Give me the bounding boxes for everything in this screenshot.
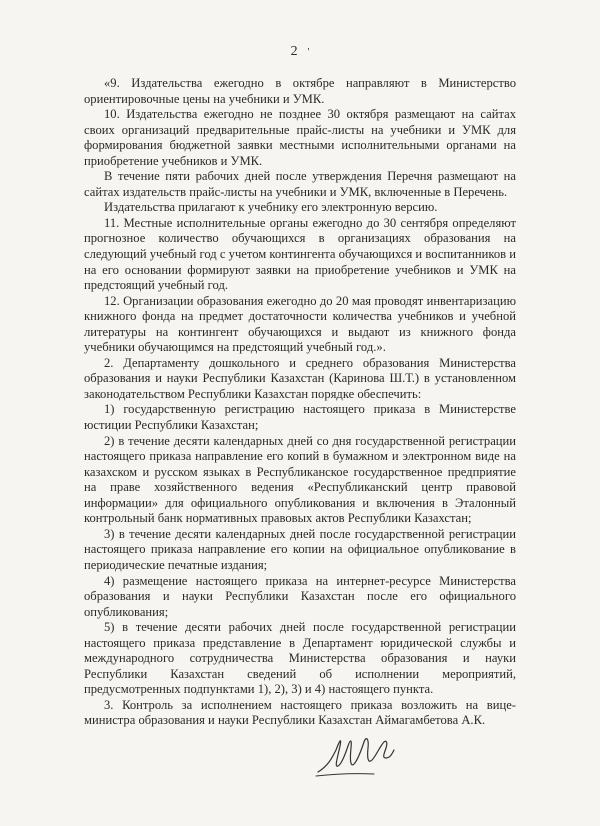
page-number [0,44,600,60]
paragraph-item-9: «9. Издательства ежегодно в октябре направляют в Министерство ориентировочные цены на учебники и УМК. [84,76,516,106]
paragraph-price-lists: В течение пяти рабочих дней после утверждения Перечня размещают на сайтах издательств прайс-листы на учебники и УМК, включенные в Перечень. [84,169,516,199]
paragraph-section-3: 3. Контроль за исполнением настоящего приказа возложить на вице-министра образования и науки Республики Казахстан Аймагамбетова А.К. [84,697,516,728]
paragraph-subitem-1: 1) государственную регистрацию настоящего приказа в Министерстве юстиции Республики Казахстан; [84,402,516,433]
paragraph-item-11: 11. Местные исполнительные органы ежегодно до 30 сентября определяют прогнозное количество обучающихся в организациях образования на следующий учебный год с учетом контингента обучающихся и воспитанников и на его основании формируют заявки на приобретение учебников и УМК на предстоящий учебный год. [84,215,516,293]
page-number-value: 2 [290,44,298,59]
paragraph-subitem-3: 3) в течение десяти календарных дней после государственной регистрации настоящего приказа направление его копии на официальное опубликование в периодические печатные издания; [84,526,516,572]
document-body [84,76,516,729]
paragraph-subitem-5: 5) в течение десяти рабочих дней после государственной регистрации настоящего приказа представление в Департамент юридической службы и международного сотрудничества Министерства образования и науки Республики Казахстан сведений об исполнении мероприятий, предусмотренных подпунктами 1), 2), 3) и 4) настоящего пункта. [84,620,516,697]
handwritten-signature [314,728,396,780]
paragraph-section-2: 2. Департаменту дошкольного и среднего образования Министерства образования и науки Республики Казахстан (Каринова Ш.Т.) в установленном законодательством Республики Казахстан порядке обеспечить: [84,355,516,401]
paragraph-subitem-2: 2) в течение десяти календарных дней со дня государственной регистрации настоящего приказа направление его копий в бумажном и электронном виде на казахском и русском языках в Республиканское государственное предприятие на праве хозяйственного ведения «Республиканский центр правовой информации» для официального опубликования и включения в Эталонный контрольный банк нормативных правовых актов Республики Казахстан; [84,433,516,526]
page-number-mark: ' [307,47,310,58]
paragraph-item-10: 10. Издательства ежегодно не позднее 30 октября размещают на сайтах своих организаций предварительные прайс-листы на учебники и УМК для формирования бюджетной заявки местными исполнительными органами на приобретение учебников и УМК. [84,107,516,168]
paragraph-electronic-version: Издательства прилагают к учебнику его электронную версию. [104,200,438,215]
paragraph-item-12: 12. Организации образования ежегодно до 20 мая проводят инвентаризацию книжного фонда на предмет достаточности количества учебников и учебной литературы на контингент обучающихся и выдают из книжного фонда учебники обучающимся на предстоящий учебный год.». [84,293,516,355]
paragraph-subitem-4: 4) размещение настоящего приказа на интернет-ресурсе Министерства образования и науки Республики Казахстан после его официального опубликования; [84,573,516,619]
